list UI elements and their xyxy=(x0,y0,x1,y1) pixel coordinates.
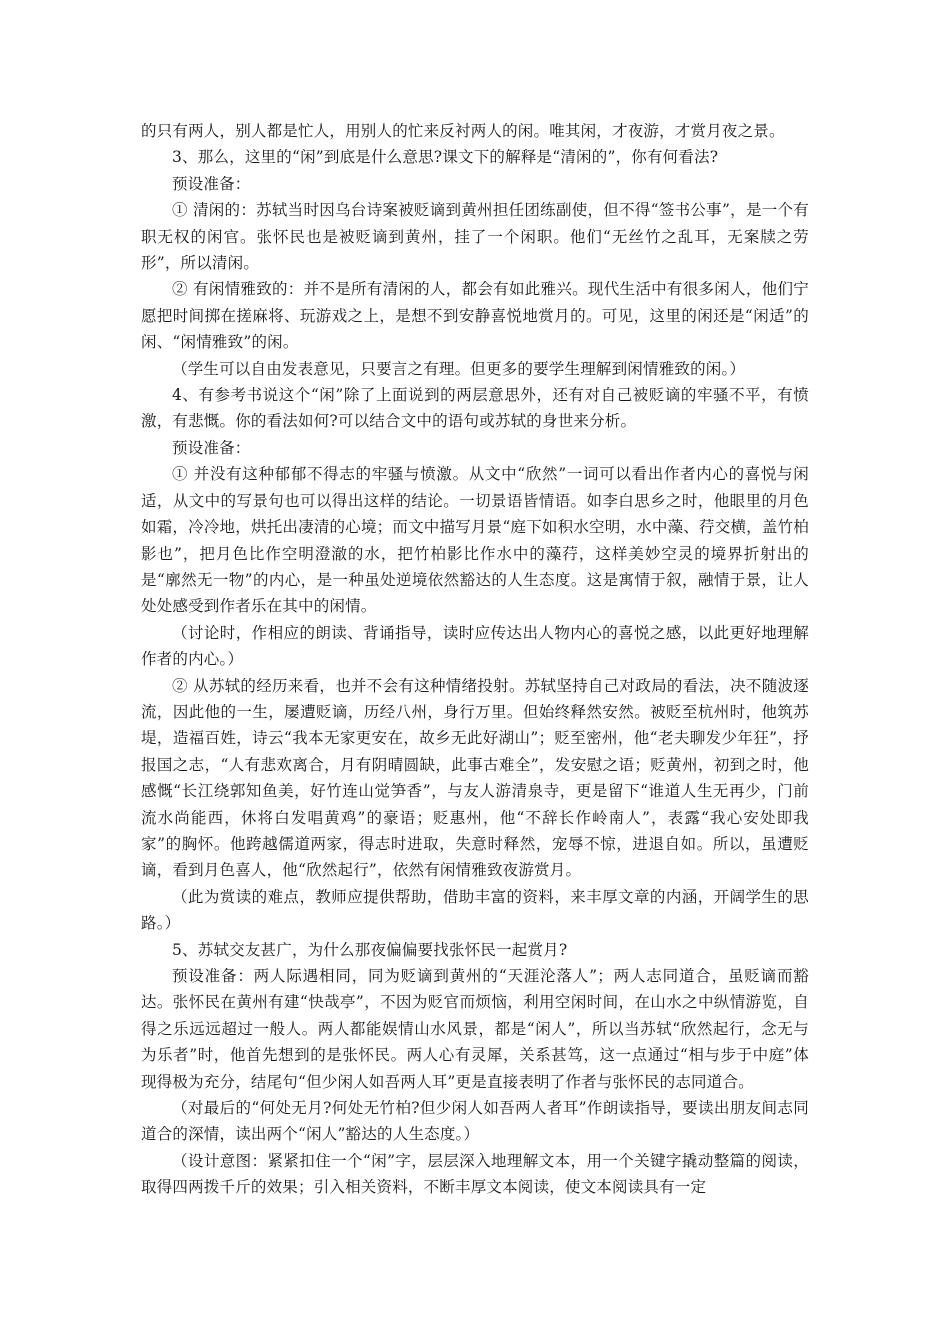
design-intent: （设计意图：紧紧扣住一个“闲”字，层层深入地理解文本，用一个关键字撬动整篇的阅读，取得四两拨千斤的效果；引入相关资料，不断丰厚文本阅读，使文本阅读具有一定 xyxy=(141,1151,809,1197)
question-3: 3、那么，这里的“闲”到底是什么意思?课文下的解释是“清闲的”，你有何看法? xyxy=(172,148,719,167)
teacher-note: （学生可以自由发表意见，只要言之有理。但更多的要学生理解到闲情雅致的闲。） xyxy=(172,359,746,378)
preset-label: 预设准备： xyxy=(172,438,251,457)
answer-1: ① 清闲的：苏轼当时因乌台诗案被贬谪到黄州担任团练副使，但不得“签书公事”，是一个有职无权的闲官。张怀民也是被贬谪到黄州，挂了一个闲职。他们“无丝竹之乱耳，无案牍之劳形”，所以清闲。 xyxy=(141,201,809,273)
preset-label: 预设准备： xyxy=(172,174,251,193)
paragraph: 的只有两人，别人都是忙人，用别人的忙来反衬两人的闲。唯其闲，才夜游，才赏月夜之景。 xyxy=(141,122,785,140)
answer: 预设准备：两人际遇相同，同为贬谪到黄州的“天涯沦落人”；两人志同道合，虽贬谪而豁达。张怀民在黄州有建“快哉亭”，不因为贬官而烦恼，利用空闲时间，在山水之中纵情游览，自得之乐远远超过一般人。两人都能娱情山水风景，都是“闲人”，所以当苏轼“欣然起行，念无与为乐者”时，他首先想到的是张怀民。两人心有灵犀，关系甚笃，这一点通过“相与步于中庭”体现得极为充分，结尾句“但少闲人如吾两人耳”更是直接表明了作者与张怀民的志同道合。 xyxy=(141,967,809,1091)
answer-1: ① 并没有这种郁郁不得志的牢骚与愤激。从文中“欣然”一词可以看出作者内心的喜悦与闲适，从文中的写景句也可以得出这样的结论。一切景语皆情语。如李白思乡之时，他眼里的月色如霜，冷冷地，烘托出凄清的心境；而文中描写月景“庭下如积水空明，水中藻、荇交横，盖竹柏影也”，把月色比作空明澄澈的水，把竹柏影比作水中的藻荇，这样美妙空灵的境界折射出的是“廓然无一物”的内心，是一种虽处逆境依然豁达的人生态度。这是寓情于叙，融情于景，让人处处感受到作者乐在其中的闲情。 xyxy=(141,465,809,616)
question-5: 5、苏轼交友甚广，为什么那夜偏偏要找张怀民一起赏月? xyxy=(172,940,568,959)
answer-2: ② 从苏轼的经历来看，也并不会有这种情绪投射。苏轼坚持自己对政局的看法，决不随波逐流，因此他的一生，屡遭贬谪，历经八州，身行万里。但始终释然安然。被贬至杭州时，他筑苏堤，造福百姓，诗云“我本无家更安在，故乡无此好湖山”；贬至密州，他“老夫聊发少年狂”，抒报国之志，“人有悲欢离合，月有阴晴圆缺，此事古难全”，发安慰之语；贬黄州，初到之时，他感慨“长江绕郭知鱼美，好竹连山觉笋香”，与友人游清泉寺，更是留下“谁道人生无再少，门前流水尚能西，休将白发唱黄鸡”的豪语；贬惠州，他“不辞长作岭南人”，表露“我心安处即我家”的胸怀。他跨越儒道两家，得志时进取，失意时释然，宠辱不惊，进退自如。所以，虽遭贬谪，看到月色喜人，他“欣然起行”，依然有闲情雅致夜游赏月。 xyxy=(141,676,809,880)
question-4: 4、有参考书说这个“闲”除了上面说到的两层意思外，还有对自己被贬谪的牢骚不平，有愤激，有悲慨。你的看法如何?可以结合文中的语句或苏轼的身世来分析。 xyxy=(141,386,809,431)
teacher-note: （此为赏读的难点，教师应提供帮助，借助丰富的资料，来丰厚文章的内涵，开阔学生的思路。） xyxy=(141,887,809,933)
document-page xyxy=(141,118,809,1201)
answer-2: ② 有闲情雅致的：并不是所有清闲的人，都会有如此雅兴。现代生活中有很多闲人，他们宁愿把时间掷在搓麻将、玩游戏之上，是想不到安静喜悦地赏月的。可见，这里的闲还是“闲适”的闲、“闲情雅致”的闲。 xyxy=(141,280,809,352)
teacher-note: （讨论时，作相应的朗读、背诵指导，读时应传达出人物内心的喜悦之感，以此更好地理解作者的内心。） xyxy=(141,623,809,669)
teacher-note: （对最后的“何处无月?何处无竹柏?但少闲人如吾两人者耳”作朗读指导，要读出朋友间志同道合的深情，读出两个“闲人”豁达的人生态度。） xyxy=(141,1099,809,1144)
